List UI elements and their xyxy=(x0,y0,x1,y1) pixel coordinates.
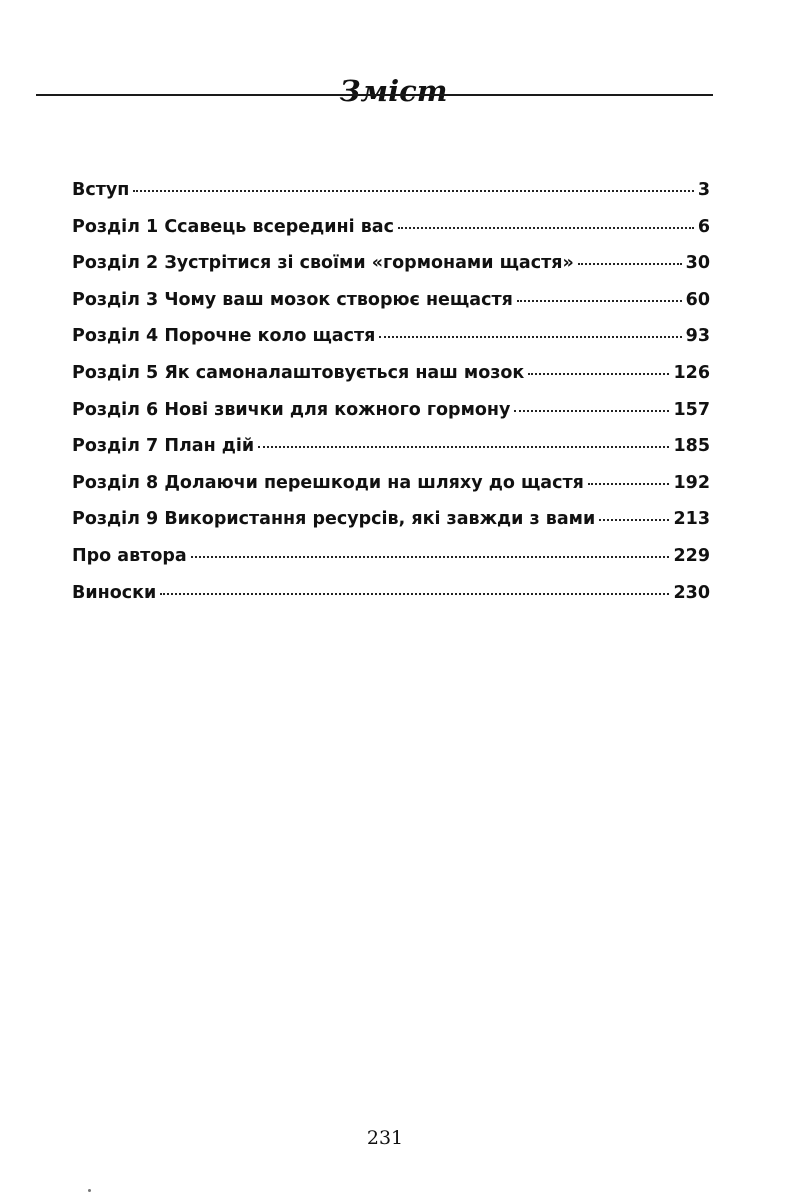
toc-entry xyxy=(72,318,710,355)
toc-entry xyxy=(72,428,710,465)
table-of-contents xyxy=(72,172,710,611)
toc-entry-page: 192 xyxy=(673,472,710,493)
toc-entry xyxy=(72,172,710,209)
toc-dot-leader xyxy=(160,593,669,595)
toc-dot-leader xyxy=(517,300,682,302)
toc-entry-label: Розділ 3 Чому ваш мозок створює нещастя xyxy=(72,289,513,310)
toc-entry-label: Розділ 2 Зустрітися зі своїми «гормонами щастя» xyxy=(72,253,574,274)
toc-dot-leader xyxy=(398,227,694,229)
toc-entry xyxy=(72,501,710,538)
page-title: Зміст xyxy=(339,74,448,109)
toc-dot-leader xyxy=(191,556,670,558)
toc-dot-leader xyxy=(588,483,670,485)
toc-entry-page: 60 xyxy=(685,289,710,310)
toc-entry xyxy=(72,209,710,246)
toc-entry-label: Розділ 1 Ссавець всередині вас xyxy=(72,216,394,237)
toc-entry xyxy=(72,392,710,429)
toc-entry-label: Розділ 6 Нові звички для кожного гормону xyxy=(72,399,511,420)
toc-entry-page: 229 xyxy=(673,545,710,566)
toc-dot-leader xyxy=(379,336,681,338)
toc-entry-page: 157 xyxy=(673,399,710,420)
toc-dot-leader xyxy=(599,519,669,521)
toc-entry-page: 3 xyxy=(697,180,710,200)
toc-entry-label: Вступ xyxy=(72,180,130,200)
toc-dot-leader xyxy=(514,410,669,412)
toc-entry xyxy=(72,355,710,392)
scan-speck xyxy=(88,1189,91,1192)
toc-dot-leader xyxy=(528,373,669,375)
toc-entry xyxy=(72,465,710,502)
page-number: 231 xyxy=(366,1127,404,1149)
toc-entry-label: Розділ 9 Використання ресурсів, які завжди з вами xyxy=(72,509,596,530)
toc-entry xyxy=(72,245,710,282)
title-underline xyxy=(36,94,713,96)
toc-entry xyxy=(72,575,710,612)
toc-entry-page: 230 xyxy=(673,582,710,603)
toc-entry-label: Про автора xyxy=(72,545,187,566)
toc-entry-page: 185 xyxy=(673,436,710,457)
toc-entry-label: Розділ 4 Порочне коло щастя xyxy=(72,326,376,347)
toc-entry-page: 93 xyxy=(685,326,710,347)
toc-entry xyxy=(72,282,710,319)
toc-entry-label: Розділ 8 Долаючи перешкоди на шляху до щастя xyxy=(72,472,584,493)
toc-entry-page: 30 xyxy=(685,253,710,274)
toc-entry-label: Розділ 7 План дій xyxy=(72,436,255,457)
toc-entry-page: 126 xyxy=(673,362,710,383)
toc-entry-label: Виноски xyxy=(72,582,157,603)
toc-dot-leader xyxy=(578,263,682,265)
toc-entry-label: Розділ 5 Як самоналаштовується наш мозок xyxy=(72,362,525,383)
toc-entry xyxy=(72,538,710,575)
toc-entry-page: 213 xyxy=(673,509,710,530)
toc-dot-leader xyxy=(258,446,669,448)
toc-dot-leader xyxy=(133,190,693,192)
toc-entry-page: 6 xyxy=(697,216,710,237)
